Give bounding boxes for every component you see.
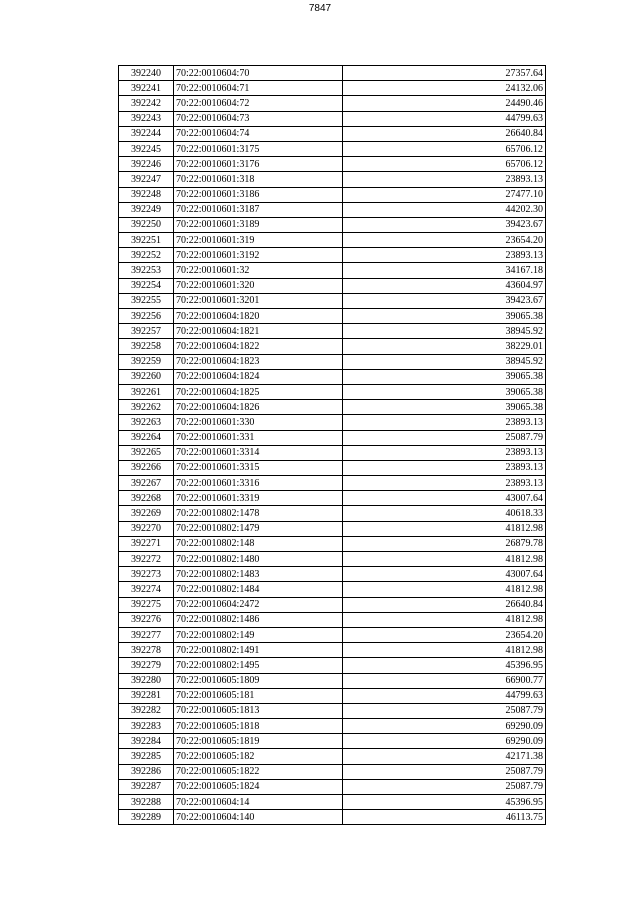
table-row [119, 324, 546, 339]
cadastral-number-cell: 70:22:0010601:32 [174, 263, 343, 278]
cadastral-number-cell: 70:22:0010605:181 [174, 688, 343, 703]
cadastral-number-cell: 70:22:0010601:319 [174, 233, 343, 248]
cadastral-number-cell: 70:22:0010604:1825 [174, 384, 343, 399]
value-cell: 23893.13 [343, 445, 546, 460]
table-row [119, 703, 546, 718]
value-cell: 34167.18 [343, 263, 546, 278]
cadastral-number-cell: 70:22:0010605:1819 [174, 734, 343, 749]
value-cell: 40618.33 [343, 506, 546, 521]
row-number-cell: 392242 [119, 96, 174, 111]
cadastral-number-cell: 70:22:0010604:73 [174, 111, 343, 126]
table-row [119, 400, 546, 415]
value-cell: 23654.20 [343, 627, 546, 642]
row-number-cell: 392286 [119, 764, 174, 779]
cadastral-number-cell: 70:22:0010802:1479 [174, 521, 343, 536]
value-cell: 41812.98 [343, 612, 546, 627]
table-row [119, 157, 546, 172]
value-cell: 66900.77 [343, 673, 546, 688]
row-number-cell: 392260 [119, 369, 174, 384]
value-cell: 39065.38 [343, 369, 546, 384]
value-cell: 26640.84 [343, 597, 546, 612]
cadastral-number-cell: 70:22:0010604:1826 [174, 400, 343, 415]
row-number-cell: 392246 [119, 157, 174, 172]
cadastral-number-cell: 70:22:0010601:3314 [174, 445, 343, 460]
table-row [119, 567, 546, 582]
value-cell: 69290.09 [343, 719, 546, 734]
table-row [119, 460, 546, 475]
value-cell: 46113.75 [343, 810, 546, 825]
table-row [119, 795, 546, 810]
row-number-cell: 392284 [119, 734, 174, 749]
value-cell: 25087.79 [343, 779, 546, 794]
row-number-cell: 392273 [119, 567, 174, 582]
value-cell: 69290.09 [343, 734, 546, 749]
value-cell: 65706.12 [343, 141, 546, 156]
row-number-cell: 392276 [119, 612, 174, 627]
table-row [119, 293, 546, 308]
registry-table [118, 65, 546, 825]
table-row [119, 521, 546, 536]
cadastral-number-cell: 70:22:0010604:1823 [174, 354, 343, 369]
value-cell: 39423.67 [343, 293, 546, 308]
table-row [119, 96, 546, 111]
table-row [119, 384, 546, 399]
cadastral-number-cell: 70:22:0010604:14 [174, 795, 343, 810]
cadastral-number-cell: 70:22:0010601:3201 [174, 293, 343, 308]
cadastral-number-cell: 70:22:0010604:74 [174, 126, 343, 141]
cadastral-number-cell: 70:22:0010601:3186 [174, 187, 343, 202]
table-row [119, 476, 546, 491]
cadastral-number-cell: 70:22:0010802:149 [174, 627, 343, 642]
cadastral-number-cell: 70:22:0010601:331 [174, 430, 343, 445]
cadastral-number-cell: 70:22:0010604:2472 [174, 597, 343, 612]
row-number-cell: 392247 [119, 172, 174, 187]
row-number-cell: 392249 [119, 202, 174, 217]
cadastral-number-cell: 70:22:0010604:72 [174, 96, 343, 111]
table-row [119, 217, 546, 232]
value-cell: 41812.98 [343, 552, 546, 567]
row-number-cell: 392243 [119, 111, 174, 126]
table-row [119, 187, 546, 202]
cadastral-number-cell: 70:22:0010605:1824 [174, 779, 343, 794]
cadastral-number-cell: 70:22:0010601:3315 [174, 460, 343, 475]
table-row [119, 779, 546, 794]
cadastral-number-cell: 70:22:0010605:1813 [174, 703, 343, 718]
cadastral-number-cell: 70:22:0010605:182 [174, 749, 343, 764]
cadastral-number-cell: 70:22:0010601:3192 [174, 248, 343, 263]
table-row [119, 172, 546, 187]
cadastral-number-cell: 70:22:0010604:70 [174, 66, 343, 81]
table-row [119, 582, 546, 597]
table-row [119, 233, 546, 248]
row-number-cell: 392258 [119, 339, 174, 354]
value-cell: 23893.13 [343, 415, 546, 430]
row-number-cell: 392254 [119, 278, 174, 293]
value-cell: 27357.64 [343, 66, 546, 81]
value-cell: 38229.01 [343, 339, 546, 354]
value-cell: 45396.95 [343, 795, 546, 810]
cadastral-number-cell: 70:22:0010605:1822 [174, 764, 343, 779]
row-number-cell: 392289 [119, 810, 174, 825]
value-cell: 38945.92 [343, 354, 546, 369]
value-cell: 23893.13 [343, 476, 546, 491]
cadastral-number-cell: 70:22:0010802:1486 [174, 612, 343, 627]
value-cell: 44799.63 [343, 111, 546, 126]
table-row [119, 627, 546, 642]
row-number-cell: 392244 [119, 126, 174, 141]
row-number-cell: 392264 [119, 430, 174, 445]
table-row [119, 309, 546, 324]
row-number-cell: 392252 [119, 248, 174, 263]
table-row [119, 66, 546, 81]
row-number-cell: 392281 [119, 688, 174, 703]
table-row [119, 552, 546, 567]
table-row [119, 354, 546, 369]
cadastral-number-cell: 70:22:0010802:1495 [174, 658, 343, 673]
table-row [119, 278, 546, 293]
row-number-cell: 392277 [119, 627, 174, 642]
cadastral-number-cell: 70:22:0010604:1820 [174, 309, 343, 324]
cadastral-number-cell: 70:22:0010601:3176 [174, 157, 343, 172]
value-cell: 41812.98 [343, 521, 546, 536]
value-cell: 41812.98 [343, 582, 546, 597]
value-cell: 23893.13 [343, 172, 546, 187]
row-number-cell: 392245 [119, 141, 174, 156]
table-row [119, 658, 546, 673]
cadastral-number-cell: 70:22:0010802:1484 [174, 582, 343, 597]
table-row [119, 749, 546, 764]
table-row [119, 673, 546, 688]
row-number-cell: 392262 [119, 400, 174, 415]
row-number-cell: 392251 [119, 233, 174, 248]
row-number-cell: 392283 [119, 719, 174, 734]
row-number-cell: 392280 [119, 673, 174, 688]
value-cell: 44202.30 [343, 202, 546, 217]
value-cell: 45396.95 [343, 658, 546, 673]
table-row [119, 263, 546, 278]
value-cell: 42171.38 [343, 749, 546, 764]
row-number-cell: 392266 [119, 460, 174, 475]
table-row [119, 643, 546, 658]
value-cell: 23654.20 [343, 233, 546, 248]
table-row [119, 445, 546, 460]
row-number-cell: 392272 [119, 552, 174, 567]
value-cell: 39065.38 [343, 400, 546, 415]
cadastral-number-cell: 70:22:0010601:330 [174, 415, 343, 430]
value-cell: 39065.38 [343, 309, 546, 324]
table-row [119, 111, 546, 126]
table-row [119, 810, 546, 825]
cadastral-number-cell: 70:22:0010802:1491 [174, 643, 343, 658]
table-row [119, 369, 546, 384]
cadastral-number-cell: 70:22:0010601:3316 [174, 476, 343, 491]
cadastral-number-cell: 70:22:0010601:318 [174, 172, 343, 187]
row-number-cell: 392263 [119, 415, 174, 430]
table-row [119, 688, 546, 703]
cadastral-number-cell: 70:22:0010802:1478 [174, 506, 343, 521]
cadastral-number-cell: 70:22:0010601:3175 [174, 141, 343, 156]
value-cell: 43007.64 [343, 491, 546, 506]
row-number-cell: 392265 [119, 445, 174, 460]
cadastral-number-cell: 70:22:0010604:1822 [174, 339, 343, 354]
row-number-cell: 392240 [119, 66, 174, 81]
cadastral-number-cell: 70:22:0010604:1824 [174, 369, 343, 384]
row-number-cell: 392269 [119, 506, 174, 521]
value-cell: 23893.13 [343, 460, 546, 475]
table-row [119, 430, 546, 445]
value-cell: 43604.97 [343, 278, 546, 293]
value-cell: 43007.64 [343, 567, 546, 582]
page-number: 7847 [308, 3, 332, 14]
cadastral-number-cell: 70:22:0010604:140 [174, 810, 343, 825]
row-number-cell: 392257 [119, 324, 174, 339]
table-row [119, 734, 546, 749]
cadastral-number-cell: 70:22:0010601:320 [174, 278, 343, 293]
row-number-cell: 392287 [119, 779, 174, 794]
row-number-cell: 392259 [119, 354, 174, 369]
row-number-cell: 392248 [119, 187, 174, 202]
row-number-cell: 392275 [119, 597, 174, 612]
value-cell: 25087.79 [343, 764, 546, 779]
value-cell: 39423.67 [343, 217, 546, 232]
row-number-cell: 392267 [119, 476, 174, 491]
cadastral-number-cell: 70:22:0010601:3189 [174, 217, 343, 232]
cadastral-number-cell: 70:22:0010802:1480 [174, 552, 343, 567]
row-number-cell: 392285 [119, 749, 174, 764]
value-cell: 23893.13 [343, 248, 546, 263]
value-cell: 65706.12 [343, 157, 546, 172]
table-row [119, 491, 546, 506]
value-cell: 39065.38 [343, 384, 546, 399]
cadastral-number-cell: 70:22:0010802:1483 [174, 567, 343, 582]
value-cell: 26879.78 [343, 536, 546, 551]
row-number-cell: 392253 [119, 263, 174, 278]
registry-table-body [119, 66, 546, 825]
table-row [119, 719, 546, 734]
row-number-cell: 392282 [119, 703, 174, 718]
table-row [119, 506, 546, 521]
cadastral-number-cell: 70:22:0010601:3319 [174, 491, 343, 506]
row-number-cell: 392268 [119, 491, 174, 506]
row-number-cell: 392288 [119, 795, 174, 810]
row-number-cell: 392241 [119, 81, 174, 96]
row-number-cell: 392261 [119, 384, 174, 399]
table-row [119, 202, 546, 217]
table-row [119, 764, 546, 779]
row-number-cell: 392274 [119, 582, 174, 597]
value-cell: 27477.10 [343, 187, 546, 202]
cadastral-number-cell: 70:22:0010604:1821 [174, 324, 343, 339]
row-number-cell: 392256 [119, 309, 174, 324]
table-row [119, 612, 546, 627]
value-cell: 26640.84 [343, 126, 546, 141]
table-row [119, 126, 546, 141]
table-row [119, 248, 546, 263]
cadastral-number-cell: 70:22:0010604:71 [174, 81, 343, 96]
value-cell: 25087.79 [343, 703, 546, 718]
table-row [119, 415, 546, 430]
value-cell: 41812.98 [343, 643, 546, 658]
cadastral-number-cell: 70:22:0010601:3187 [174, 202, 343, 217]
cadastral-number-cell: 70:22:0010802:148 [174, 536, 343, 551]
value-cell: 25087.79 [343, 430, 546, 445]
row-number-cell: 392255 [119, 293, 174, 308]
cadastral-number-cell: 70:22:0010605:1809 [174, 673, 343, 688]
value-cell: 38945.92 [343, 324, 546, 339]
value-cell: 44799.63 [343, 688, 546, 703]
row-number-cell: 392271 [119, 536, 174, 551]
row-number-cell: 392250 [119, 217, 174, 232]
table-row [119, 536, 546, 551]
table-row [119, 597, 546, 612]
table-row [119, 81, 546, 96]
row-number-cell: 392270 [119, 521, 174, 536]
row-number-cell: 392278 [119, 643, 174, 658]
table-row [119, 339, 546, 354]
row-number-cell: 392279 [119, 658, 174, 673]
table-row [119, 141, 546, 156]
value-cell: 24132.06 [343, 81, 546, 96]
value-cell: 24490.46 [343, 96, 546, 111]
cadastral-number-cell: 70:22:0010605:1818 [174, 719, 343, 734]
